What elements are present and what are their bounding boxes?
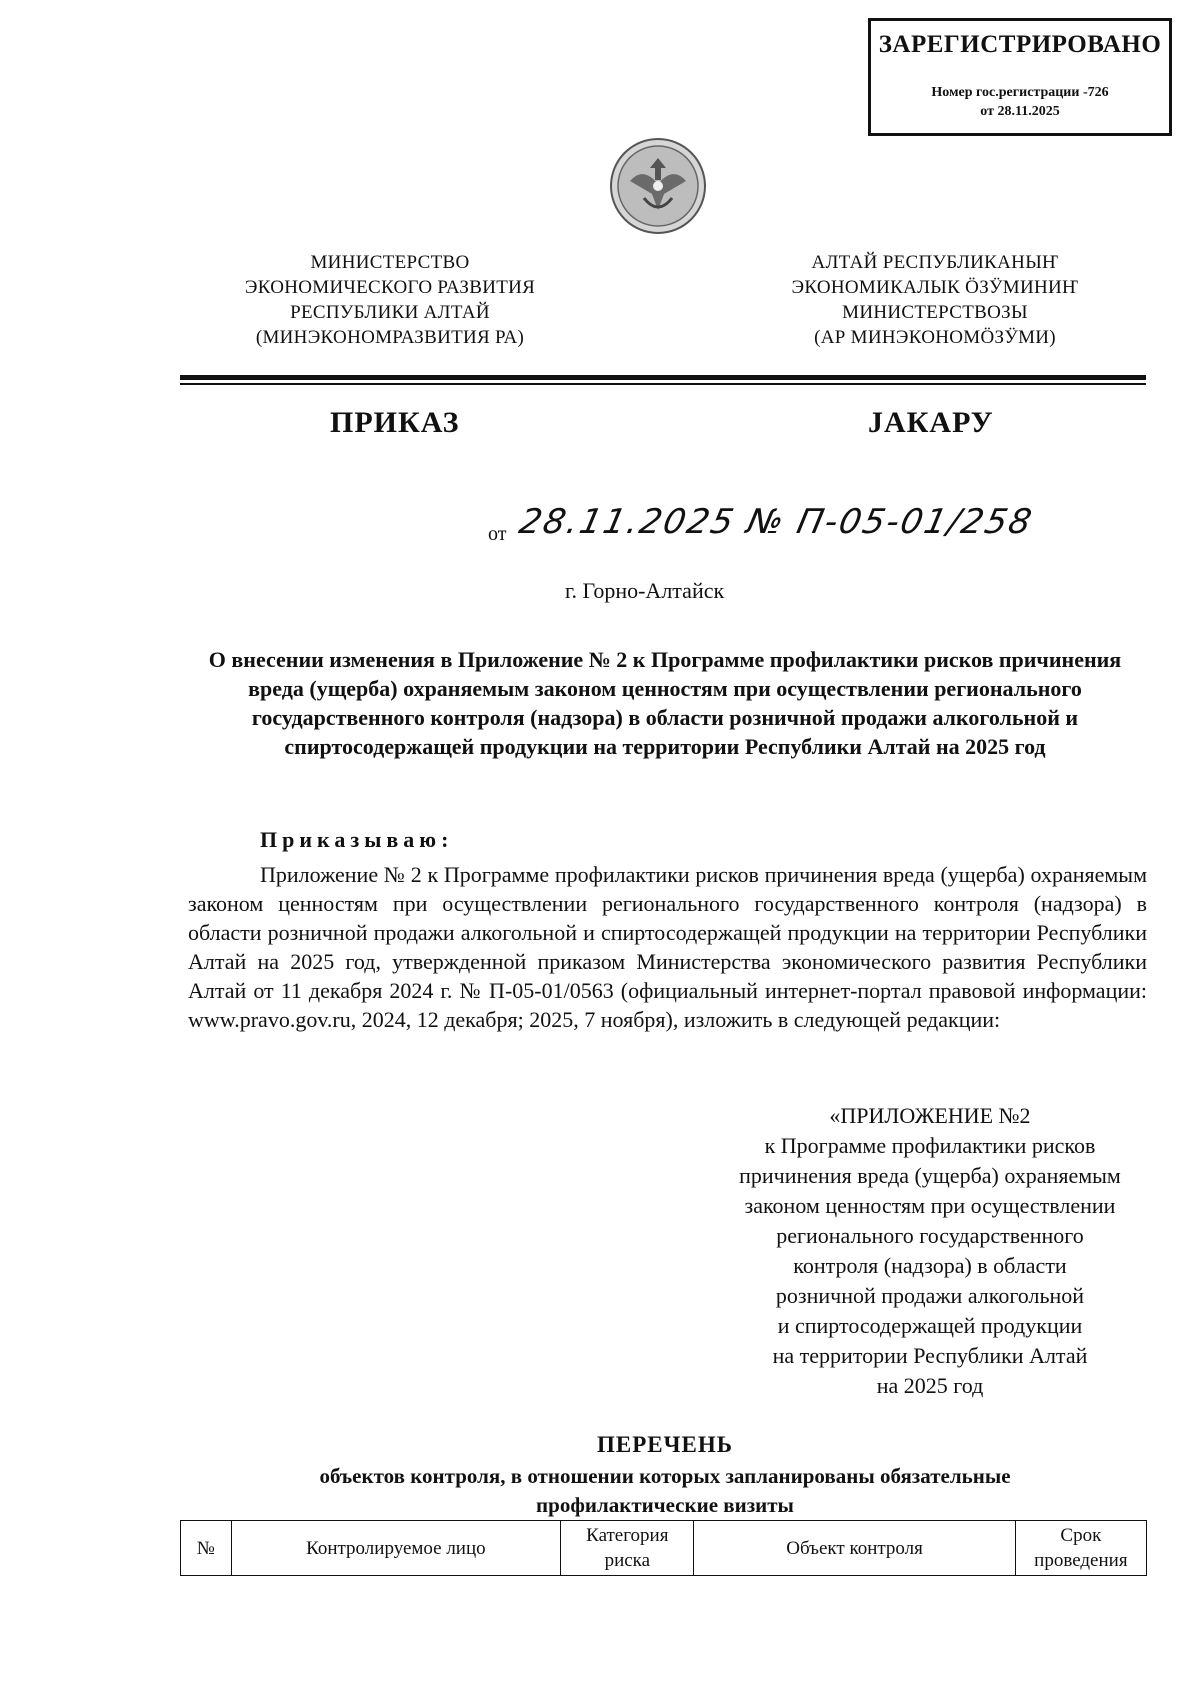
header-left-line: МИНИСТЕРСТВО (310, 252, 470, 273)
registration-stamp (868, 18, 1172, 136)
table-header-cell: № (181, 1521, 232, 1576)
coat-of-arms-icon (608, 136, 708, 236)
appendix-line: и спиртосодержащей продукции (777, 1313, 1083, 1338)
appendix-line: регионального государственного (776, 1223, 1084, 1248)
header-left-line: ЭКОНОМИЧЕСКОГО РАЗВИТИЯ (244, 277, 536, 298)
stamp-registration-number: Номер гос.регистрации -726 (931, 85, 1109, 100)
appendix-line: законом ценностям при осуществлении (744, 1193, 1116, 1218)
header-right-line: МИНИСТЕРСТВОЗЫ (842, 302, 1028, 323)
ministry-name-altai (725, 250, 1145, 350)
list-title: ПЕРЕЧЕНЬ (597, 1432, 733, 1457)
appendix-line: «ПРИЛОЖЕНИЕ №2 (829, 1103, 1031, 1128)
handwritten-date-number: 28.11.2025 № П-05-01/258 (515, 502, 1037, 542)
order-body (188, 860, 1147, 1034)
appendix-line: на территории Республики Алтай (772, 1343, 1088, 1368)
appendix-line: розничной продажи алкогольной (775, 1283, 1085, 1308)
appendix-line: к Программе профилактики рисков (764, 1133, 1096, 1158)
header-right-line: ЭКОНОМИКАЛЫК ÖЗӰМИНИҤ (791, 277, 1079, 298)
control-objects-table (180, 1520, 1147, 1576)
city-name: г. Горно-Алтайск (565, 578, 725, 603)
header-divider-thick (180, 375, 1146, 380)
order-command-word: Приказываю: (260, 827, 454, 852)
doc-type-russian: ПРИКАЗ (330, 406, 460, 439)
list-subtitle-line: объектов контроля, в отношении которых запланированы обязательные (319, 1464, 1011, 1488)
header-divider-thin (180, 383, 1146, 385)
body-paragraph: Приложение № 2 к Программе профилактики рисков причинения вреда (ущерба) охраняемым законом ценностям при осуществлении регионального государственного контроля (надзора) в области розничной продажи алкогольной и спиртосодержащей продукции на территории Республики Алтай на 2025 год, утвержденной приказом Министерства экономического развития Республики Алтай от 11 декабря 2024 г. № П-05-01/0563 (официальный интернет-портал правовой информации: www.pravo.gov.ru, 2024, 12 декабря; 2025, 7 ноября), изложить в следующей редакции: (188, 862, 1147, 1032)
table-header-row (181, 1521, 1147, 1576)
table-header-cell: Категория риска (561, 1521, 694, 1576)
date-prefix-label: от (488, 523, 507, 545)
table-header-cell: Срок проведения (1015, 1521, 1146, 1576)
doc-type-altai: JАКАРУ (868, 406, 994, 439)
list-subtitle (180, 1462, 1150, 1520)
stamp-registration-date: от 28.11.2025 (980, 104, 1060, 119)
stamp-title: ЗАРЕГИСТРИРОВАНО (878, 31, 1162, 58)
header-left-line: РЕСПУБЛИКИ АЛТАЙ (290, 302, 490, 323)
table-header-cell: Контролируемое лицо (231, 1521, 561, 1576)
appendix-line: причинения вреда (ущерба) охраняемым (739, 1163, 1121, 1188)
list-subtitle-line: профилактические визиты (536, 1493, 794, 1517)
appendix-heading (690, 1101, 1170, 1401)
appendix-line: на 2025 год (876, 1373, 984, 1398)
header-right-line: АЛТАЙ РЕСПУБЛИКАНЫҤ (811, 252, 1059, 273)
appendix-line: контроля (надзора) в области (793, 1253, 1067, 1278)
header-right-line: (АР МИНЭКОНОМÖЗӰМИ) (814, 327, 1056, 348)
ministry-name-russian (180, 250, 600, 350)
header-left-line: (МИНЭКОНОМРАЗВИТИЯ РА) (255, 327, 525, 348)
order-subject-title: О внесении изменения в Приложение № 2 к Программе профилактики рисков причинения вреда (ущерба) охраняемым законом ценностям при осуществлении регионального государственного контроля (надзора) в области розничной продажи алкогольной и спиртосодержащей продукции на территории Республики Алтай на 2025 год (208, 647, 1122, 759)
table-header-cell: Объект контроля (694, 1521, 1015, 1576)
